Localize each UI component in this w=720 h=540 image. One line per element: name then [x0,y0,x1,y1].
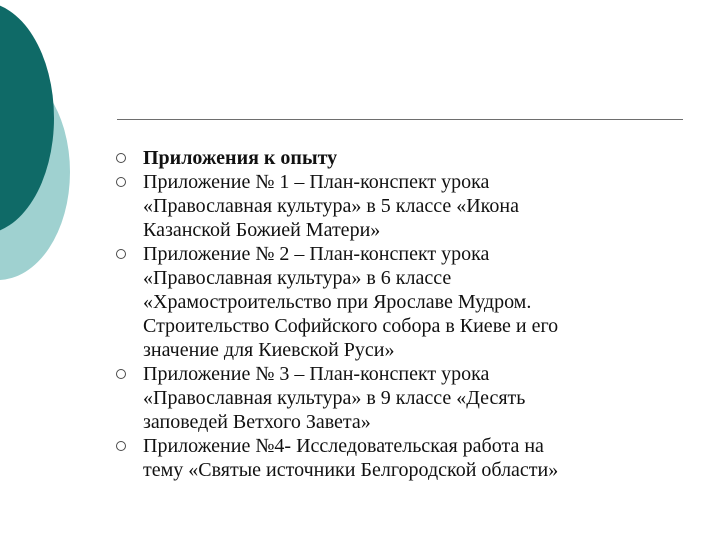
title-divider [117,119,683,120]
decorative-circles [0,0,120,300]
circle-bullet-icon [116,369,126,379]
list-item [116,146,676,170]
circle-bullet-icon [116,177,126,187]
list-item [116,434,676,482]
circle-bullet-icon [116,153,126,163]
list-item-text: Приложение № 3 – План-конспект урока «Православная культура» в 9 классе «Десять заповедей Ветхого Завета» [143,363,526,433]
list-item-text: Приложение № 1 – План-конспект урока «Православная культура» в 5 классе «Икона Казанской Божией Матери» [143,171,519,241]
circle-bullet-icon [116,249,126,259]
list-item-text: Приложение №4- Исследовательская работа на тему «Святые источники Белгородской области» [143,435,559,481]
list-item-text: Приложение № 2 – План-конспект урока «Православная культура» в 6 классе «Храмостроительство при Ярославе Мудром. Строительство Софийского собора в Киеве и его значение для Киевской Руси» [143,243,559,361]
list-item-text: Приложения к опыту [143,147,338,169]
list-item [116,242,676,362]
appendix-list [116,146,676,482]
circle-bullet-icon [116,441,126,451]
list-item [116,170,676,242]
list-item [116,362,676,434]
